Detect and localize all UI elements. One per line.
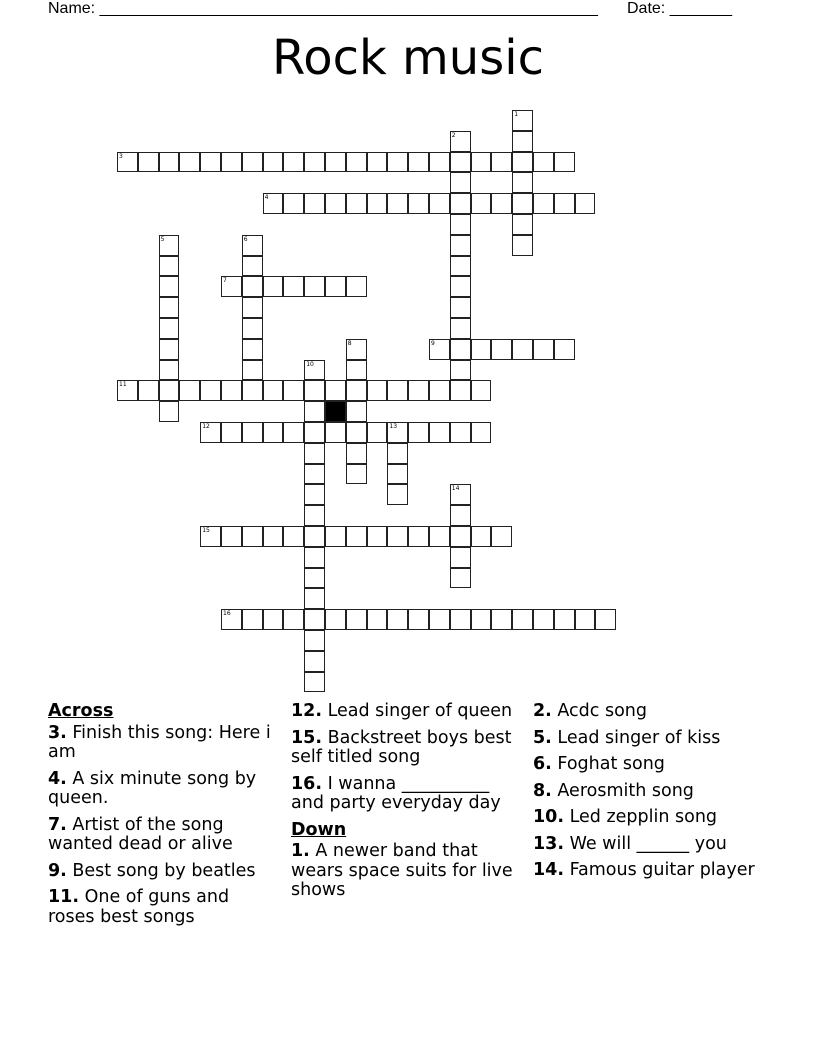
grid-cell[interactable]: [138, 152, 159, 173]
across-heading: Across: [48, 701, 114, 721]
grid-cell[interactable]: [304, 152, 325, 173]
grid-cell[interactable]: [450, 235, 471, 256]
grid-cell[interactable]: [512, 609, 533, 630]
grid-cell[interactable]: [367, 609, 388, 630]
grid-cell[interactable]: [429, 339, 450, 360]
grid-cell[interactable]: [325, 276, 346, 297]
grid-cell[interactable]: [221, 380, 242, 401]
clue-item: 12. Lead singer of queen: [291, 701, 513, 721]
grid-cell[interactable]: [346, 401, 367, 422]
grid-cell[interactable]: [387, 152, 408, 173]
clue-column-2: [291, 702, 521, 908]
clue-number: 11: [119, 381, 127, 389]
grid-cell[interactable]: [387, 443, 408, 464]
grid-cell[interactable]: [533, 609, 554, 630]
grid-cell[interactable]: [304, 380, 325, 401]
grid-cell[interactable]: [346, 422, 367, 443]
grid-cell[interactable]: [200, 422, 221, 443]
grid-cell[interactable]: [450, 526, 471, 547]
grid-cell[interactable]: [450, 131, 471, 152]
grid-cell[interactable]: [387, 484, 408, 505]
grid-cell[interactable]: [304, 422, 325, 443]
grid-cell[interactable]: [304, 505, 325, 526]
black-cell: [325, 401, 346, 422]
grid-cell[interactable]: [471, 152, 492, 173]
grid-cell[interactable]: [283, 609, 304, 630]
clue-number: 3: [119, 152, 123, 160]
grid-cell[interactable]: [512, 152, 533, 173]
grid-cell[interactable]: [512, 214, 533, 235]
grid-cell[interactable]: [471, 526, 492, 547]
clue-number: 9: [431, 339, 435, 347]
grid-cell[interactable]: [533, 339, 554, 360]
clue-item: 14. Famous guitar player: [533, 860, 755, 880]
grid-cell[interactable]: [346, 464, 367, 485]
grid-cell[interactable]: [159, 152, 180, 173]
grid-cell[interactable]: [283, 422, 304, 443]
grid-cell[interactable]: [533, 193, 554, 214]
clue-item: 8. Aerosmith song: [533, 780, 694, 801]
grid-cell[interactable]: [138, 380, 159, 401]
grid-cell[interactable]: [304, 276, 325, 297]
grid-cell[interactable]: [471, 339, 492, 360]
grid-cell[interactable]: [304, 588, 325, 609]
grid-cell[interactable]: [242, 152, 263, 173]
grid-cell[interactable]: [450, 547, 471, 568]
grid-cell[interactable]: [304, 526, 325, 547]
grid-cell[interactable]: [263, 152, 284, 173]
grid-cell[interactable]: [408, 380, 429, 401]
grid-cell[interactable]: [491, 609, 512, 630]
grid-cell[interactable]: [304, 651, 325, 672]
grid-cell[interactable]: [367, 380, 388, 401]
grid-cell[interactable]: [263, 422, 284, 443]
grid-cell[interactable]: [450, 422, 471, 443]
clue-item: 5. Lead singer of kiss: [533, 727, 721, 748]
clue-column-3: [533, 702, 763, 888]
clue-number: 10: [306, 360, 314, 368]
grid-cell[interactable]: [346, 380, 367, 401]
grid-cell[interactable]: [491, 193, 512, 214]
grid-cell[interactable]: [179, 380, 200, 401]
grid-cell[interactable]: [575, 193, 596, 214]
clue-number: 14: [451, 485, 460, 493]
clue-item: 16. I wanna __________ and party everyday day: [291, 773, 501, 813]
grid-cell[interactable]: [159, 318, 180, 339]
grid-cell[interactable]: [367, 422, 388, 443]
grid-cell[interactable]: [325, 609, 346, 630]
grid-cell[interactable]: [408, 152, 429, 173]
grid-cell[interactable]: [179, 152, 200, 173]
down-heading: Down: [291, 819, 347, 840]
grid-cell[interactable]: [304, 443, 325, 464]
grid-cell[interactable]: [408, 609, 429, 630]
grid-cell[interactable]: [117, 380, 138, 401]
grid-cell[interactable]: [325, 380, 346, 401]
clue-number: 8: [347, 339, 352, 347]
clue-item: 13. We will ______ you: [533, 833, 727, 854]
grid-cell[interactable]: [367, 193, 388, 214]
grid-cell[interactable]: [471, 193, 492, 214]
clue-item: 7. Artist of the song wanted dead or alive: [48, 814, 233, 854]
grid-cell[interactable]: [429, 609, 450, 630]
grid-cell[interactable]: [512, 110, 533, 131]
clue-item: 6. Foghat song: [533, 754, 665, 774]
grid-cell[interactable]: [512, 339, 533, 360]
grid-cell[interactable]: [263, 526, 284, 547]
grid-cell[interactable]: [283, 526, 304, 547]
clue-item: 4. A six minute song by queen.: [48, 768, 257, 808]
grid-cell[interactable]: [450, 339, 471, 360]
grid-cell[interactable]: [325, 152, 346, 173]
grid-cell[interactable]: [304, 464, 325, 485]
grid-cell[interactable]: [346, 443, 367, 464]
name-field[interactable]: Name: ________________________________________________________: [48, 0, 598, 17]
grid-cell[interactable]: [159, 380, 180, 401]
grid-cell[interactable]: [159, 256, 180, 277]
grid-cell[interactable]: [387, 193, 408, 214]
grid-cell[interactable]: [408, 193, 429, 214]
grid-cell[interactable]: [346, 152, 367, 173]
grid-cell[interactable]: [450, 276, 471, 297]
grid-cell[interactable]: [242, 360, 263, 381]
grid-cell[interactable]: [263, 380, 284, 401]
grid-cell[interactable]: [325, 193, 346, 214]
grid-cell[interactable]: [387, 609, 408, 630]
date-field[interactable]: Date: _______: [627, 0, 732, 17]
clue-item: 10. Led zepplin song: [533, 807, 718, 827]
grid-cell[interactable]: [242, 256, 263, 277]
grid-cell[interactable]: [304, 401, 325, 422]
grid-cell[interactable]: [450, 172, 471, 193]
grid-cell[interactable]: [491, 152, 512, 173]
page-title: Rock music: [272, 30, 544, 86]
grid-cell[interactable]: [450, 360, 471, 381]
grid-cell[interactable]: [200, 526, 221, 547]
grid-cell[interactable]: [263, 276, 284, 297]
grid-cell[interactable]: [491, 526, 512, 547]
clue-item: 15. Backstreet boys best self titled song: [291, 727, 512, 767]
grid-cell[interactable]: [159, 401, 180, 422]
grid-cell[interactable]: [429, 422, 450, 443]
grid-cell[interactable]: [221, 609, 242, 630]
grid-cell[interactable]: [325, 422, 346, 443]
grid-cell[interactable]: [450, 256, 471, 277]
grid-cell[interactable]: [471, 422, 492, 443]
grid-cell[interactable]: [346, 339, 367, 360]
clue-column-1: [48, 702, 278, 934]
grid-cell[interactable]: [159, 297, 180, 318]
grid-cell[interactable]: [221, 526, 242, 547]
clue-number: 6: [243, 235, 248, 243]
grid-cell[interactable]: [304, 630, 325, 651]
grid-cell[interactable]: [304, 672, 325, 693]
grid-cell[interactable]: [283, 380, 304, 401]
grid-cell[interactable]: [533, 152, 554, 173]
grid-cell[interactable]: [242, 318, 263, 339]
grid-cell[interactable]: [429, 152, 450, 173]
grid-cell[interactable]: [200, 152, 221, 173]
clue-number: 2: [451, 131, 456, 139]
grid-cell[interactable]: [512, 131, 533, 152]
grid-cell[interactable]: [242, 609, 263, 630]
grid-cell[interactable]: [346, 609, 367, 630]
grid-cell[interactable]: [450, 297, 471, 318]
grid-cell[interactable]: [242, 339, 263, 360]
grid-cell[interactable]: [221, 422, 242, 443]
grid-cell[interactable]: [450, 193, 471, 214]
grid-cell[interactable]: [450, 380, 471, 401]
grid-cell[interactable]: [159, 235, 180, 256]
clue-number: 15: [202, 527, 210, 534]
grid-cell[interactable]: [471, 609, 492, 630]
grid-cell[interactable]: [554, 339, 575, 360]
clue-number: 4: [264, 194, 269, 202]
grid-cell[interactable]: [387, 422, 408, 443]
grid-cell[interactable]: [117, 152, 138, 173]
clue-number: 5: [160, 235, 165, 243]
grid-cell[interactable]: [159, 276, 180, 297]
grid-cell[interactable]: [242, 235, 263, 256]
clue-number: 13: [389, 423, 398, 430]
grid-cell[interactable]: [554, 193, 575, 214]
grid-cell[interactable]: [408, 422, 429, 443]
clue-item: 11. One of guns and roses best songs: [48, 887, 230, 927]
grid-cell[interactable]: [450, 609, 471, 630]
grid-cell[interactable]: [200, 380, 221, 401]
clue-number: 16: [223, 610, 231, 618]
grid-cell[interactable]: [242, 526, 263, 547]
grid-cell[interactable]: [450, 214, 471, 235]
grid-cell[interactable]: [450, 484, 471, 505]
clue-number: 12: [202, 423, 210, 430]
clue-item: 1. A newer band that wears space suits for live shows: [291, 841, 513, 900]
grid-cell[interactable]: [325, 526, 346, 547]
grid-cell[interactable]: [159, 360, 180, 381]
grid-cell[interactable]: [387, 526, 408, 547]
grid-cell[interactable]: [346, 193, 367, 214]
grid-cell[interactable]: [242, 422, 263, 443]
grid-cell[interactable]: [304, 609, 325, 630]
grid-cell[interactable]: [512, 193, 533, 214]
grid-cell[interactable]: [387, 380, 408, 401]
grid-cell[interactable]: [491, 339, 512, 360]
grid-cell[interactable]: [429, 380, 450, 401]
grid-cell[interactable]: [304, 547, 325, 568]
grid-cell[interactable]: [304, 568, 325, 589]
grid-cell[interactable]: [159, 339, 180, 360]
grid-cell[interactable]: [408, 526, 429, 547]
grid-cell[interactable]: [283, 193, 304, 214]
grid-cell[interactable]: [346, 526, 367, 547]
grid-cell[interactable]: [304, 484, 325, 505]
grid-cell[interactable]: [429, 526, 450, 547]
grid-cell[interactable]: [575, 609, 596, 630]
grid-cell[interactable]: [429, 193, 450, 214]
clue-item: 9. Best song by beatles: [48, 860, 256, 881]
clue-item: 3. Finish this song: Here i am: [48, 722, 271, 762]
grid-cell[interactable]: [304, 193, 325, 214]
grid-cell[interactable]: [450, 152, 471, 173]
grid-cell[interactable]: [242, 380, 263, 401]
grid-cell[interactable]: [263, 193, 284, 214]
grid-cell[interactable]: [283, 152, 304, 173]
grid-cell[interactable]: [554, 609, 575, 630]
clue-item: 2. Acdc song: [533, 701, 647, 721]
grid-cell[interactable]: [387, 464, 408, 485]
grid-cell[interactable]: [595, 609, 616, 630]
grid-cell[interactable]: [450, 318, 471, 339]
grid-cell[interactable]: [304, 360, 325, 381]
clue-number: 7: [223, 277, 227, 285]
grid-cell[interactable]: [346, 276, 367, 297]
grid-cell[interactable]: [512, 235, 533, 256]
grid-cell[interactable]: [221, 152, 242, 173]
grid-cell[interactable]: [471, 380, 492, 401]
grid-cell[interactable]: [221, 276, 242, 297]
grid-cell[interactable]: [263, 609, 284, 630]
grid-cell[interactable]: [367, 526, 388, 547]
grid-cell[interactable]: [367, 152, 388, 173]
grid-cell[interactable]: [242, 297, 263, 318]
clue-number: 1: [514, 111, 519, 118]
grid-cell[interactable]: [450, 505, 471, 526]
grid-cell[interactable]: [512, 172, 533, 193]
grid-cell[interactable]: [242, 276, 263, 297]
grid-cell[interactable]: [450, 568, 471, 589]
grid-cell[interactable]: [283, 276, 304, 297]
grid-cell[interactable]: [554, 152, 575, 173]
grid-cell[interactable]: [346, 360, 367, 381]
